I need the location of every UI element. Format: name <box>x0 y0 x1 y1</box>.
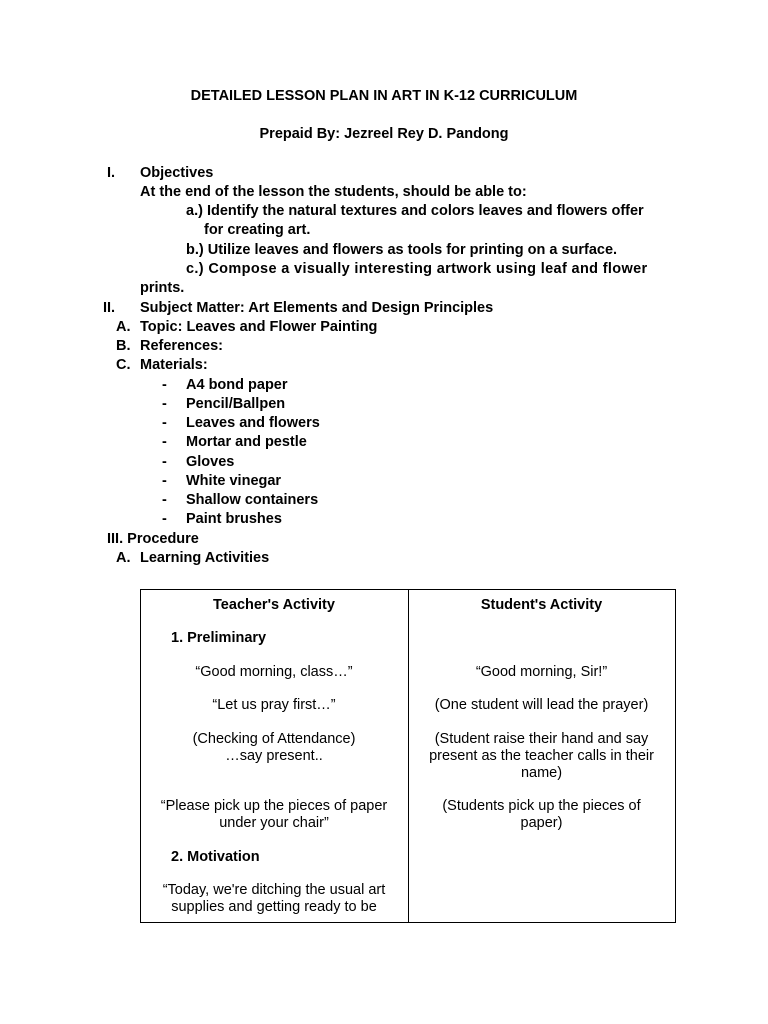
teacher-line: “Please pick up the pieces of paper under your chair” <box>160 798 388 831</box>
teacher-header: Teacher's Activity <box>213 597 335 613</box>
student-header: Student's Activity <box>480 597 603 613</box>
teacher-line: (Checking of Attendance) …say present.. <box>192 731 356 764</box>
teacher-column <box>141 590 409 923</box>
activity-table <box>140 589 676 923</box>
page-title: DETAILED LESSON PLAN IN ART IN K-12 CURRICULUM <box>190 88 578 104</box>
bullet-dash: - <box>162 415 167 431</box>
student-line: (Student raise their hand and say present as the teacher calls in their name) <box>429 731 654 781</box>
section-marker-objectives: I. <box>107 165 116 181</box>
objective-c-line1: c.) Compose a visually interesting artwork using leaf and flower <box>186 261 648 277</box>
section-marker-subject: II. <box>103 300 116 316</box>
prepared-by: Prepaid By: Jezreel Rey D. Pandong <box>259 126 509 142</box>
bullet-dash: - <box>162 492 167 508</box>
student-line: (One student will lead the prayer) <box>434 697 649 713</box>
material-item: Paint brushes <box>186 511 282 527</box>
topic-label: Topic: Leaves and Flower Painting <box>140 319 378 335</box>
materials-marker: C. <box>116 357 131 373</box>
references-label: References: <box>140 338 224 354</box>
student-line: “Good morning, Sir!” <box>475 664 608 680</box>
preliminary-heading: 1. Preliminary <box>171 630 267 646</box>
material-item: Gloves <box>186 454 235 470</box>
student-line: (Students pick up the pieces of paper) <box>442 798 641 831</box>
teacher-line: “Today, we're ditching the usual art supplies and getting ready to be <box>162 882 386 915</box>
material-item: Mortar and pestle <box>186 434 307 450</box>
references-marker: B. <box>116 338 131 354</box>
materials-heading: Materials: <box>140 357 208 373</box>
bullet-dash: - <box>162 434 167 450</box>
teacher-line: “Let us pray first…” <box>212 697 336 713</box>
learning-activities-marker: A. <box>116 550 131 566</box>
objective-c-line2: prints. <box>140 280 185 296</box>
bullet-dash: - <box>162 473 167 489</box>
material-item: Shallow containers <box>186 492 319 508</box>
material-item: White vinegar <box>186 473 282 489</box>
teacher-line: “Good morning, class…” <box>195 664 353 680</box>
learning-activities-heading: Learning Activities <box>140 550 270 566</box>
material-item: Leaves and flowers <box>186 415 320 431</box>
objective-a-line1: a.) Identify the natural textures and colors leaves and flowers offer <box>186 203 644 219</box>
motivation-heading: 2. Motivation <box>171 849 260 865</box>
procedure-heading: III. Procedure <box>107 531 199 547</box>
bullet-dash: - <box>162 396 167 412</box>
bullet-dash: - <box>162 511 167 527</box>
bullet-dash: - <box>162 454 167 470</box>
objectives-heading: Objectives <box>140 165 214 181</box>
objective-a-line2: for creating art. <box>204 222 311 238</box>
material-item: Pencil/Ballpen <box>186 396 286 412</box>
material-item: A4 bond paper <box>186 377 288 393</box>
objective-b: b.) Utilize leaves and flowers as tools for printing on a surface. <box>186 242 618 258</box>
bullet-dash: - <box>162 377 167 393</box>
student-column <box>408 590 676 923</box>
subject-matter-heading: Subject Matter: Art Elements and Design Principles <box>140 300 494 316</box>
topic-marker: A. <box>116 319 131 335</box>
objectives-intro: At the end of the lesson the students, should be able to: <box>140 184 527 200</box>
